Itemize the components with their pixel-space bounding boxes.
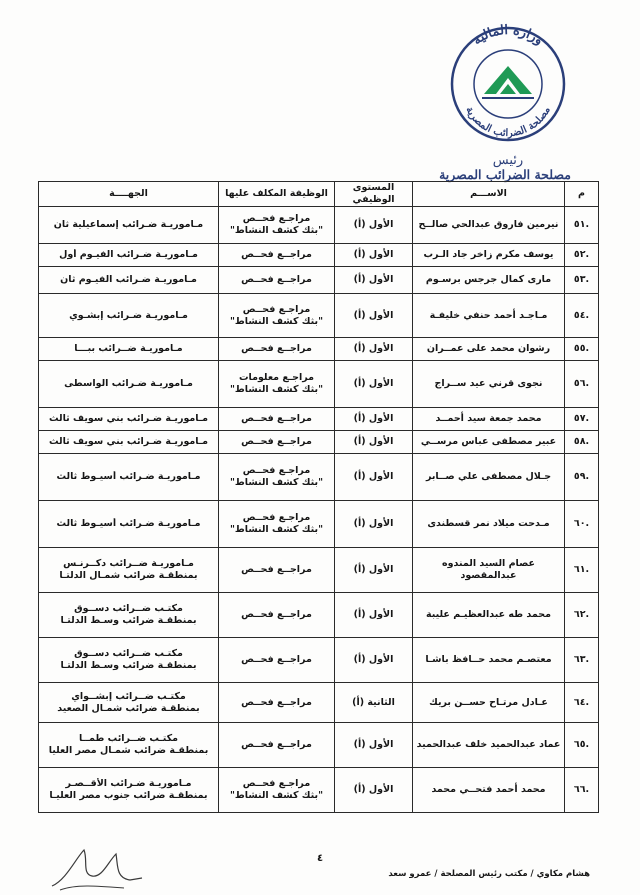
agency-line: مـاموريـة ضـرائب الفيـوم أول: [59, 249, 198, 260]
table-row: [39, 548, 599, 593]
page-number: ٤: [316, 853, 324, 864]
assigned-job: [219, 267, 335, 294]
agency-line: مكتـب ضــرائب إبشــواي: [71, 690, 186, 702]
agency: [39, 683, 219, 723]
employee-name: مـاجـد أحمد حنفي خليفـة: [413, 294, 565, 338]
row-number: .٥٨: [565, 431, 599, 454]
assigned-job: [219, 338, 335, 361]
table-header-row: [39, 182, 599, 207]
agency-line: مـاموريـة ضــرائب دكــرنـس: [63, 558, 194, 569]
logo-ministry-text: وزارة المالية: [470, 22, 546, 49]
agency: [39, 638, 219, 683]
footer-note: هشام مكاوي / مكتب رئيس المصلحة / عمرو سعد: [388, 869, 590, 879]
employee-name: عماد عبدالحميد خلف عبدالحميد: [413, 723, 565, 768]
assigned-job-line: مراجــع فحــص: [241, 436, 312, 447]
assigned-job: [219, 454, 335, 501]
assigned-job-line: "بثك كشف النشاط": [229, 477, 324, 488]
agency: [39, 548, 219, 593]
header-agency: الجهــــة: [39, 182, 219, 207]
agency-line: مـاموريـة ضـرائب الفيـوم ثان: [60, 274, 197, 285]
row-number: .٦٥: [565, 723, 599, 768]
assigned-job-line: مراجـع فحــص: [242, 465, 311, 476]
employee-name: مـدحت ميلاد نمر قسطندى: [413, 501, 565, 548]
job-level: الأول (أ): [335, 501, 413, 548]
job-level: الأول (أ): [335, 548, 413, 593]
job-level: الأول (أ): [335, 638, 413, 683]
assigned-job: [219, 501, 335, 548]
table-row: [39, 408, 599, 431]
job-level: الأول (أ): [335, 294, 413, 338]
agency: [39, 338, 219, 361]
header-name: الاســـم: [413, 182, 565, 207]
assigned-job-line: مراجــع فحــص: [241, 249, 312, 260]
agency-line: مـاموريـة ضـرائب الأقــصـر: [65, 778, 192, 789]
row-number: .٦٦: [565, 768, 599, 813]
table-row: [39, 207, 599, 244]
employee-name: نيرمين فاروق عبدالحي صالــح: [413, 207, 565, 244]
agency: [39, 207, 219, 244]
assigned-job-line: مراجـع فحــص: [242, 213, 311, 224]
row-number: .٥٩: [565, 454, 599, 501]
row-number: .٥٧: [565, 408, 599, 431]
agency: [39, 768, 219, 813]
job-level: الأول (أ): [335, 593, 413, 638]
assigned-job-line: مراجــع فحــص: [241, 696, 312, 708]
assigned-job: [219, 723, 335, 768]
agency-line: مكتـب ضــرائب دســوق: [74, 603, 183, 614]
agency-line: بمنطقـة ضرائب شمـال الدلتـا: [59, 570, 198, 581]
authority-logo: [444, 14, 572, 148]
row-number: .٥٣: [565, 267, 599, 294]
assigned-job-line: مراجـع فحــص: [242, 512, 311, 523]
agency-line: مـاموريـة ضــرائب ببـــا: [74, 343, 183, 354]
agency-line: بمنطقـة ضرائب وسـط الدلتـا: [60, 660, 197, 671]
agency-line: بمنطقـة ضرائب وسـط الدلتـا: [60, 615, 197, 626]
employee-name: معتصـم محمد حــافظ باشـا: [413, 638, 565, 683]
assigned-job-line: مراجــع فحــص: [241, 343, 312, 354]
agency: [39, 294, 219, 338]
row-number: .٦٠: [565, 501, 599, 548]
assigned-job: [219, 431, 335, 454]
table-row: [39, 501, 599, 548]
employee-name: رشوان محمد على عمــران: [413, 338, 565, 361]
agency-line: مـاموريـة ضـرائب إبشـوي: [69, 309, 188, 321]
assigned-job-line: مراجـع فحــص: [242, 778, 311, 789]
table-row: [39, 683, 599, 723]
employee-name: عصام السيد المندوه عبدالمقصود: [413, 548, 565, 593]
row-number: .٥١: [565, 207, 599, 244]
agency: [39, 361, 219, 408]
agency-line: مكتـب ضــرائب دســوق: [74, 648, 183, 659]
job-level: الأول (أ): [335, 338, 413, 361]
table-row: [39, 638, 599, 683]
agency: [39, 244, 219, 267]
employee-name: يوسف مكرم زاخر جاد الـرب: [413, 244, 565, 267]
assigned-job-line: مراجــع فحــص: [241, 274, 312, 285]
job-level: الأول (أ): [335, 431, 413, 454]
table-row: [39, 723, 599, 768]
assigned-job-line: "بثك كشف النشاط": [229, 524, 324, 535]
agency: [39, 723, 219, 768]
assigned-job-line: مراجــع فحــص: [241, 654, 312, 665]
agency-line: مـاموريـة ضـرائب بني سويف ثالث: [48, 413, 209, 424]
assigned-job: [219, 361, 335, 408]
assigned-job: [219, 244, 335, 267]
assigned-job: [219, 207, 335, 244]
header-num: م: [565, 182, 599, 207]
employee-name: محمد أحمد فتحــي محمد: [413, 768, 565, 813]
svg-text:مصلحة الضرائب المصرية: [463, 105, 552, 139]
agency-line: بمنطقـة ضرائب شمـال مصر العليا: [48, 745, 209, 756]
header-subtitle: مصلحة الضرائب المصرية: [439, 167, 571, 182]
assigned-job: [219, 638, 335, 683]
job-level: الأول (أ): [335, 408, 413, 431]
job-level: الأول (أ): [335, 454, 413, 501]
job-level: الأول (أ): [335, 768, 413, 813]
header-title: رئيس: [492, 153, 524, 168]
staff-table: [38, 181, 599, 813]
agency: [39, 408, 219, 431]
row-number: .٦٣: [565, 638, 599, 683]
agency-line: مـاموريـة ضـرائب أسيـوط ثالث: [56, 518, 201, 529]
header-job: الوظيفة المكلف عليها: [219, 182, 335, 207]
agency-line: مـاموريـة ضـرائب بني سويف ثالث: [48, 436, 209, 447]
assigned-job-line: مراجــع فحــص: [241, 739, 312, 750]
table-row: [39, 361, 599, 408]
assigned-job-line: مراجـع معلومات: [238, 372, 314, 383]
employee-name: عـادل مرتـاح حســن بريك: [413, 683, 565, 723]
row-number: .٥٤: [565, 294, 599, 338]
job-level: الثانية (أ): [335, 683, 413, 723]
employee-name: عبير مصطفى عباس مرســي: [413, 431, 565, 454]
logo-authority-text: مصلحة الضرائب المصرية: [463, 105, 553, 140]
job-level: الأول (أ): [335, 361, 413, 408]
agency: [39, 431, 219, 454]
assigned-job: [219, 768, 335, 813]
table-row: [39, 768, 599, 813]
row-number: .٦١: [565, 548, 599, 593]
job-level: الأول (أ): [335, 244, 413, 267]
agency-line: بمنطقـة ضرائب جنوب مصر العليـا: [49, 790, 208, 801]
assigned-job: [219, 593, 335, 638]
assigned-job: [219, 408, 335, 431]
agency-line: مـاموريـة ضـرائب أسيـوط ثالث: [56, 471, 201, 482]
row-number: .٥٢: [565, 244, 599, 267]
row-number: .٥٥: [565, 338, 599, 361]
table-row: [39, 338, 599, 361]
table-row: [39, 431, 599, 454]
agency-line: مـاموريـة ضـرائب إسماعيلية ثان: [53, 219, 204, 230]
row-number: .٥٦: [565, 361, 599, 408]
agency-line: بمنطقـة ضرائب شمـال الصعيد: [57, 702, 200, 714]
header-level: المستوى الوظيفي: [335, 182, 413, 207]
employee-name: محمد طه عبدالعظيـم عليبة: [413, 593, 565, 638]
handwritten-signature: [46, 840, 146, 895]
assigned-job-line: "بثك كشف النشاط": [229, 384, 324, 395]
employee-name: محمد جمعة سيد أحمــد: [413, 408, 565, 431]
assigned-job-line: مراجــع فحــص: [241, 564, 312, 575]
agency: [39, 501, 219, 548]
agency-line: مـاموريـة ضـرائب الواسطى: [64, 378, 193, 389]
table-row: [39, 244, 599, 267]
assigned-job: [219, 294, 335, 338]
employee-name: نجوى قرني عيد ســراج: [413, 361, 565, 408]
job-level: الأول (أ): [335, 267, 413, 294]
employee-name: جـلال مصطفى علي صــابر: [413, 454, 565, 501]
job-level: الأول (أ): [335, 207, 413, 244]
assigned-job-line: مراجـع فحــص: [242, 303, 311, 315]
agency: [39, 593, 219, 638]
job-level: الأول (أ): [335, 723, 413, 768]
table-row: [39, 593, 599, 638]
row-number: .٦٢: [565, 593, 599, 638]
assigned-job-line: مراجــع فحــص: [241, 609, 312, 620]
table-row: [39, 454, 599, 501]
table-row: [39, 294, 599, 338]
table-row: [39, 267, 599, 294]
assigned-job: [219, 683, 335, 723]
assigned-job-line: مراجــع فحــص: [241, 413, 312, 424]
agency-line: مكتـب ضــرائب طمــا: [78, 733, 179, 744]
assigned-job: [219, 548, 335, 593]
agency: [39, 267, 219, 294]
assigned-job-line: "بثك كشف النشاط": [229, 790, 324, 801]
agency: [39, 454, 219, 501]
employee-name: مارى كمال جرجس برسـوم: [413, 267, 565, 294]
assigned-job-line: "بثك كشف النشاط": [229, 315, 324, 327]
row-number: .٦٤: [565, 683, 599, 723]
assigned-job-line: "بثك كشف النشاط": [229, 225, 324, 236]
